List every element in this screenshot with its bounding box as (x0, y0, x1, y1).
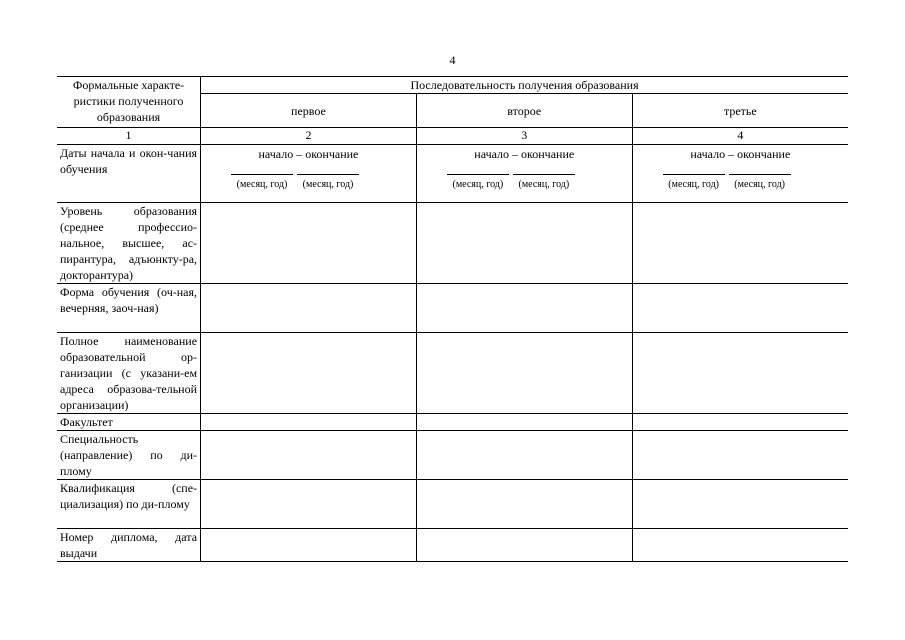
start-date-caption: (месяц, год) (668, 179, 720, 190)
column-number-3: 3 (416, 128, 632, 145)
study-form-row (57, 284, 848, 333)
dates-label: Даты начала и окон-чания обучения (57, 145, 201, 203)
page-number: 4 (449, 53, 456, 67)
qualification-row (57, 480, 848, 529)
dates-cell-third[interactable] (632, 145, 848, 203)
organization-second-cell[interactable] (416, 333, 632, 414)
dates-cell-first[interactable] (201, 145, 417, 203)
column-number-4: 4 (632, 128, 848, 145)
study-form-third-cell[interactable] (632, 284, 848, 333)
column-number-2: 2 (201, 128, 417, 145)
header-label-cell: Формальные характе-ристики полученного образования (57, 77, 201, 128)
organization-label: Полное наименование образовательной ор-ганизации (с указани-ем адреса образова-тельной организации) (57, 333, 201, 414)
end-date-line[interactable] (513, 174, 575, 175)
education-level-second-cell[interactable] (416, 203, 632, 284)
education-level-row (57, 203, 848, 284)
qualification-second-cell[interactable] (416, 480, 632, 529)
qualification-label: Квалификация (спе-циализация) по ди-плому (57, 480, 201, 529)
education-table (57, 76, 848, 562)
start-date-line[interactable] (447, 174, 509, 175)
faculty-second-cell[interactable] (416, 414, 632, 431)
sequence-first: первое (201, 94, 417, 128)
diploma-second-cell[interactable] (416, 529, 632, 562)
organization-first-cell[interactable] (201, 333, 417, 414)
education-level-first-cell[interactable] (201, 203, 417, 284)
faculty-row (57, 414, 848, 431)
dates-span-text: начало – окончание (690, 147, 791, 161)
specialty-first-cell[interactable] (201, 431, 417, 480)
study-form-second-cell[interactable] (416, 284, 632, 333)
end-date-line[interactable] (297, 174, 359, 175)
dates-row (57, 145, 848, 203)
organization-row (57, 333, 848, 414)
study-form-first-cell[interactable] (201, 284, 417, 333)
dates-span-text: начало – окончание (258, 147, 359, 161)
study-form-label: Форма обучения (оч-ная, вечерняя, заоч-ная) (57, 284, 201, 333)
specialty-second-cell[interactable] (416, 431, 632, 480)
organization-third-cell[interactable] (632, 333, 848, 414)
qualification-third-cell[interactable] (632, 480, 848, 529)
specialty-label: Специальность (направление) по ди-плому (57, 431, 201, 480)
faculty-label: Факультет (57, 414, 201, 431)
sequence-second: второе (416, 94, 632, 128)
dates-cell-second[interactable] (416, 145, 632, 203)
start-date-caption: (месяц, год) (236, 179, 288, 190)
faculty-third-cell[interactable] (632, 414, 848, 431)
specialty-third-cell[interactable] (632, 431, 848, 480)
sequence-third: третье (632, 94, 848, 128)
column-number-1: 1 (57, 128, 201, 145)
end-date-caption: (месяц, год) (518, 179, 570, 190)
diploma-first-cell[interactable] (201, 529, 417, 562)
dates-span-text: начало – окончание (474, 147, 575, 161)
end-date-caption: (месяц, год) (734, 179, 786, 190)
diploma-third-cell[interactable] (632, 529, 848, 562)
header-row (57, 77, 848, 94)
start-date-line[interactable] (663, 174, 725, 175)
diploma-row (57, 529, 848, 562)
end-date-caption: (месяц, год) (302, 179, 354, 190)
start-date-caption: (месяц, год) (452, 179, 504, 190)
start-date-line[interactable] (231, 174, 293, 175)
column-number-row (57, 128, 848, 145)
education-level-third-cell[interactable] (632, 203, 848, 284)
education-level-label: Уровень образования (среднее профессио-нальное, высшее, ас-пирантура, адъюнкту-ра, докторантура) (57, 203, 201, 284)
faculty-first-cell[interactable] (201, 414, 417, 431)
header-sequence-cell: Последовательность получения образования (201, 77, 848, 94)
specialty-row (57, 431, 848, 480)
diploma-label: Номер диплома, дата выдачи (57, 529, 201, 562)
end-date-line[interactable] (729, 174, 791, 175)
qualification-first-cell[interactable] (201, 480, 417, 529)
